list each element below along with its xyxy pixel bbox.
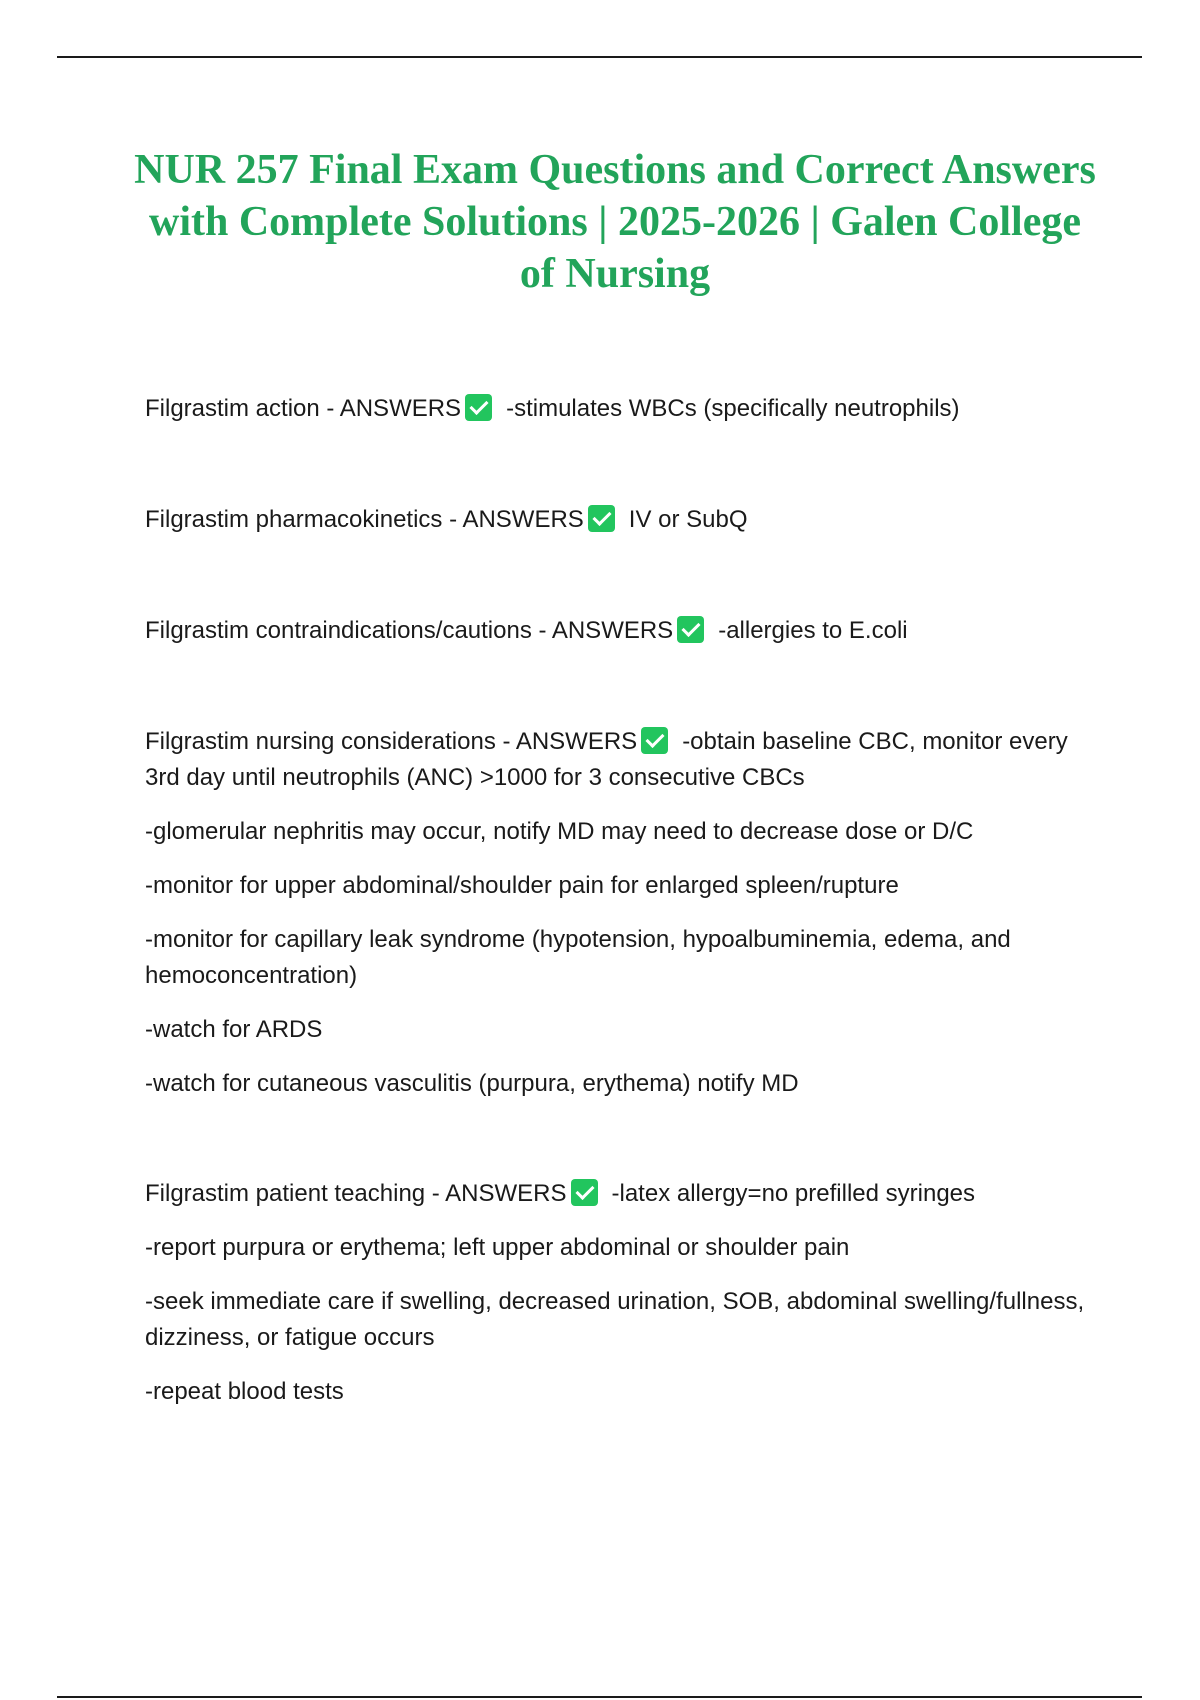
qa-line: [145, 502, 1095, 538]
answers-label: ANSWERS: [339, 395, 462, 422]
check-icon: [571, 1179, 598, 1206]
qa-item: [145, 724, 1095, 1120]
qa-line: [145, 391, 1095, 427]
question-text: Filgrastim nursing considerations -: [145, 728, 516, 755]
answer-detail-line: -glomerular nephritis may occur, notify MD may need to decrease dose or D/C: [145, 818, 974, 845]
qa-item: [145, 391, 1095, 445]
answers-label: ANSWERS: [515, 728, 638, 755]
question-text: Filgrastim action -: [145, 395, 340, 422]
answer-text: -allergies to E.coli: [718, 617, 908, 644]
question-text: Filgrastim pharmacokinetics -: [145, 506, 463, 533]
question-text: Filgrastim patient teaching -: [145, 1180, 446, 1207]
check-icon: [641, 727, 668, 754]
qa-item: [145, 1176, 1095, 1428]
bottom-rule: [57, 1696, 1142, 1698]
answer-detail-line: -monitor for capillary leak syndrome (hypotension, hypoalbuminemia, edema, and hemoconcentration): [145, 926, 1011, 989]
answer-detail-line: -report purpura or erythema; left upper abdominal or shoulder pain: [145, 1234, 850, 1261]
answer-detail-line: -watch for cutaneous vasculitis (purpura, erythema) notify MD: [145, 1070, 799, 1097]
answer-text: IV or SubQ: [628, 506, 748, 533]
document-title: NUR 257 Final Exam Questions and Correct Answers with Complete Solutions | 2025-2026 | Galen College of Nursing: [134, 147, 1096, 297]
answer-detail-line: -monitor for upper abdominal/shoulder pain for enlarged spleen/rupture: [145, 872, 899, 899]
question-text: Filgrastim contraindications/cautions -: [145, 617, 552, 644]
answer-detail-line: -seek immediate care if swelling, decreased urination, SOB, abdominal swelling/fullness, dizziness, or fatigue occurs: [145, 1288, 1085, 1351]
qa-line: [145, 724, 1095, 796]
answer-detail-line: -watch for ARDS: [145, 1016, 323, 1043]
qa-item: [145, 502, 1095, 556]
answer-text: -stimulates WBCs (specifically neutrophils): [506, 395, 960, 422]
answers-label: ANSWERS: [551, 617, 674, 644]
answer-text: -latex allergy=no prefilled syringes: [611, 1180, 976, 1207]
qa-item: [145, 613, 1095, 667]
answer-text: -obtain baseline CBC, monitor every 3rd day until neutrophils (ANC) >1000 for 3 consecutive CBCs: [145, 728, 1068, 791]
answers-label: ANSWERS: [462, 506, 584, 533]
qa-line: [145, 613, 1095, 649]
check-icon: [677, 616, 704, 643]
check-icon: [588, 505, 615, 532]
top-rule: [57, 56, 1142, 58]
check-icon: [465, 394, 492, 421]
qa-line: [145, 1176, 1095, 1212]
answer-detail-line: -repeat blood tests: [145, 1378, 344, 1405]
answers-label: ANSWERS: [445, 1180, 567, 1207]
